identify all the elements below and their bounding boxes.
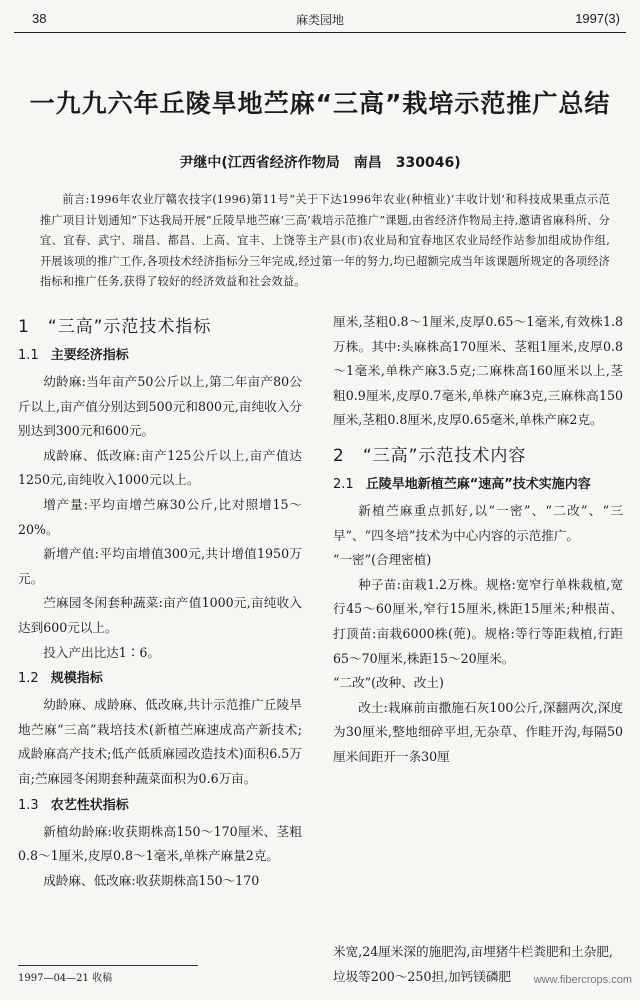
- subsection-number: 1.1: [18, 348, 39, 363]
- journal-name: 麻类园地: [295, 13, 344, 27]
- paragraph: 改土:栽麻前亩撒施石灰100公斤,深翻两次,深度为30厘米,整地细碎平坦,无杂草、作畦开沟,每隔50厘米间距开一条30厘: [333, 699, 623, 764]
- paragraph: 成龄麻、低改麻:收获期株高150～170: [43, 872, 260, 888]
- paragraph: 幼龄麻:当年亩产50公斤以上,第二年亩产80公斤以上,亩产值分别达到500元和800元,亩纯收入分别达到300元和600元。: [18, 374, 302, 439]
- received-date-footnote: 1997—04—21 收稿: [18, 965, 198, 984]
- paragraph: 新植苎麻重点抓好,以“一密”、“二改”、“三早”、“四冬培”技术为中心内容的示范推广。: [333, 502, 623, 543]
- paragraph: 苎麻园冬闲套种蔬菜:亩产值1000元,亩纯收入达到600元以上。: [18, 595, 302, 635]
- paragraph: “二改”(改种、改土): [333, 675, 444, 691]
- paragraph: “一密”(合理密植): [333, 552, 432, 568]
- subsection-heading-2-1: [333, 473, 623, 497]
- paragraph: 投入产出比达1∶6。: [43, 644, 160, 660]
- section-heading-2: 2 “三高”示范技术内容: [333, 445, 527, 466]
- subsection-title: 规模指标: [50, 671, 103, 687]
- subsection-number: 1.2: [18, 671, 39, 687]
- section-heading-1: 1 “三高”示范技术指标: [18, 317, 212, 337]
- subsection-heading-1-1: [18, 344, 302, 368]
- subsection-heading-1-3: [18, 794, 302, 818]
- subsection-title: 主要经济指标: [50, 348, 129, 363]
- page-number: 38: [32, 11, 47, 26]
- paragraph: 种子苗:亩栽1.2万株。规格:宽窄行单株栽植,宽行45～60厘米,窄行15厘米,株距15厘米;种根苗、打顶苗:亩栽6000株(蔸)。规格:等行等距栽植,行距65～70厘米,株距15～20厘米。: [333, 576, 623, 666]
- paragraph: 新植幼龄麻:收获期株高150～170厘米、茎粗0.8～1厘米,皮厚0.8～1毫米,单株产麻量2克。: [18, 823, 302, 864]
- article-title: 一九九六年丘陵旱地苎麻“三高”栽培示范推广总结: [29, 89, 611, 118]
- paragraph: 增产量:平均亩增苎麻30公斤,比对照增15～20%。: [18, 496, 302, 537]
- running-header: [14, 8, 626, 33]
- subsection-title: 农艺性状指标: [50, 797, 129, 813]
- subsection-number: 1.3: [18, 797, 39, 813]
- author-line: 尹继中(江西省经济作物局 南昌 330046): [179, 155, 461, 171]
- paragraph: 成龄麻、低改麻:亩产125公斤以上,亩产值达1250元,亩纯收入1000元以上。: [18, 447, 302, 488]
- left-column: [18, 312, 302, 893]
- paragraph: 新增产值:平均亩增值300元,共计增值1950万元。: [18, 546, 302, 586]
- paragraph-continued: 米宽,24厘米深的施肥沟,亩埋猪牛栏粪肥和土杂肥,垃圾等200～250担,加钙镁磷肥: [333, 944, 613, 984]
- watermark: www.fibercrops.com: [533, 974, 632, 986]
- paragraph: 厘米,茎粗0.8～1厘米,皮厚0.65～1毫米,有效株1.8万株。其中:头麻株高170厘米、茎粗1厘米,皮厚0.8～1毫米,单株产麻3.5克;二麻株高160厘米以上,茎粗0.9厘米,皮厚0.7毫米,单株产麻3克,三麻株高150厘米,茎粗0.8厘米,皮厚0.65毫米,单株产麻2克。: [333, 314, 623, 428]
- abstract: 前言:1996年农业厅赣农技字(1996)第11号“关于下达1996年农业(种植业)‘丰收计划’和科技成果重点示范推广项目计划通知”下达我局开展“丘陵旱地苎麻‘三高’栽培示范推广”课题,由省经济作物局主持,邀请省麻科所、分宜、宜春、武宁、瑞昌、都昌、上高、宜丰、上饶等主产县(市)农业局和宜春地区农业局经作站参加组成协作组,开展该项的推广工作,各项技术经济指标分三年完成,经过第一年的努力,均已超额完成当年该课题所规定的各项经济指标和推广任务,获得了较好的经济效益和社会效益。: [40, 193, 610, 288]
- right-column: [333, 310, 623, 770]
- issue-number: 1997(3): [575, 11, 620, 26]
- subsection-title: 丘陵旱地新植苎麻“速高”技术实施内容: [365, 476, 591, 492]
- subsection-number: 2.1: [333, 476, 354, 492]
- paragraph: 幼龄麻、成龄麻、低改麻,共计示范推广丘陵旱地苎麻“三高”栽培技术(新植苎麻速成高产新技术;成龄麻高产技术;低产低质麻园改造技术)面积6.5万亩;苎麻园冬闲期套种蔬菜面积为0.6万亩。: [18, 697, 302, 786]
- subsection-heading-1-2: [18, 667, 302, 691]
